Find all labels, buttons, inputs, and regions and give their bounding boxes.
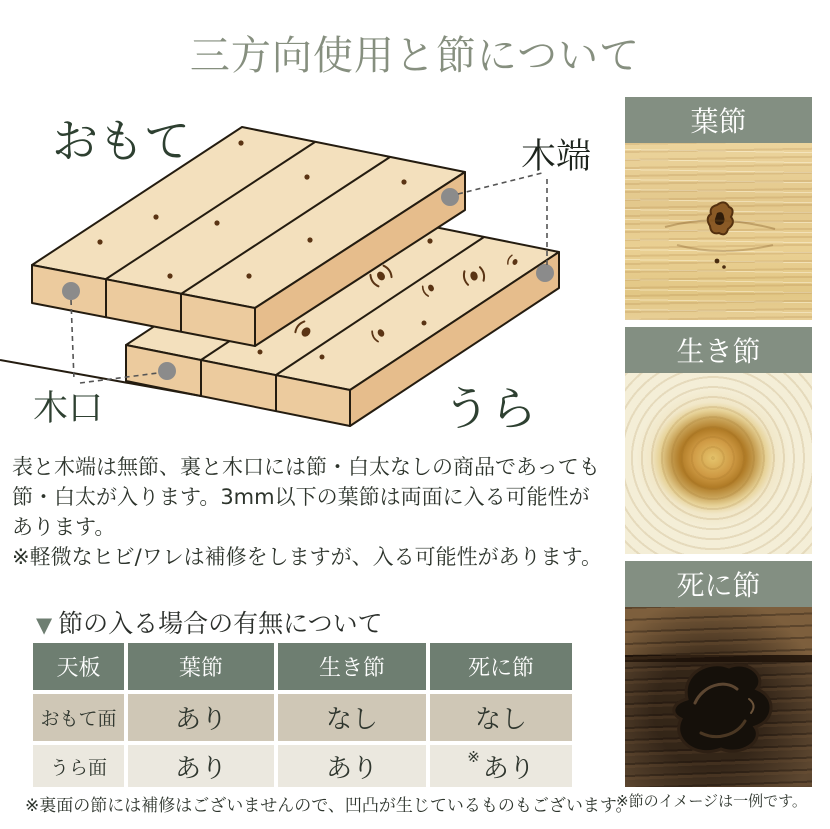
row-label-back: うら面: [33, 745, 124, 787]
label-front: おもて: [52, 114, 190, 168]
cell-back-dead: [430, 745, 572, 787]
label-edge: 木端: [521, 137, 592, 177]
dead-knot-photo: [625, 607, 812, 787]
leaf-knot-graphic: [625, 143, 812, 320]
cell-front-leaf: あり: [128, 694, 274, 741]
col-header-dead-knot: 死に節: [430, 643, 572, 690]
live-knot-photo: [625, 373, 812, 554]
cell-back-live: あり: [278, 745, 426, 787]
knot-table-heading: [36, 604, 383, 640]
col-header-live-knot: 生き節: [278, 643, 426, 690]
sidebar-footnote: ※節のイメージは一例です。: [616, 792, 807, 810]
back-end-grain-dot: [158, 362, 176, 380]
panel-live-knot-header: 生き節: [625, 327, 812, 373]
cell-front-dead: なし: [430, 694, 572, 741]
label-end: 木口: [33, 389, 104, 429]
panel-leaf-knot-header: 葉節: [625, 97, 812, 143]
knot-table: [33, 643, 572, 787]
col-header-leaf-knot: 葉節: [128, 643, 274, 690]
page-title: 三方向使用と節について: [189, 33, 641, 79]
col-header-top-panel: 天板: [33, 643, 124, 690]
triangle-marker-icon: ▼: [36, 613, 53, 637]
cell-back-leaf: あり: [128, 745, 274, 787]
table-footnote: ※裏面の節には補修はございませんので、凹凸が生じているものもございます。: [25, 796, 633, 816]
growth-rings: [625, 373, 812, 554]
panel-dead-knot: [625, 561, 812, 787]
knot-table-heading-text: 節の入る場合の有無について: [58, 609, 383, 638]
cell-back-dead-value: あり: [482, 753, 535, 784]
panel-leaf-knot: [625, 97, 812, 320]
description-line: 表と木端は無節、裏と木口には節・白太なしの商品であっても: [12, 455, 600, 479]
label-back: うら: [443, 382, 537, 437]
leaf-knot-photo: [625, 143, 812, 320]
description-line: あります。: [12, 515, 116, 539]
back-edge-dot: [536, 264, 554, 282]
description-paragraph: [12, 452, 618, 572]
description-line: ※軽微なヒビ/ワレは補修をしますが、入る可能性があります。: [12, 545, 602, 569]
panel-live-knot: [625, 327, 812, 554]
asterisk-mark: ※: [467, 748, 480, 766]
row-label-front: おもて面: [33, 694, 124, 741]
cell-front-live: なし: [278, 694, 426, 741]
dead-knot-graphic: [625, 607, 812, 787]
board-diagram: [0, 95, 620, 465]
front-edge-dot: [441, 188, 459, 206]
description-line: 節・白太が入ります。3mm以下の葉節は両面に入る可能性が: [12, 485, 590, 509]
panel-dead-knot-header: 死に節: [625, 561, 812, 607]
front-end-grain-dot: [62, 282, 80, 300]
